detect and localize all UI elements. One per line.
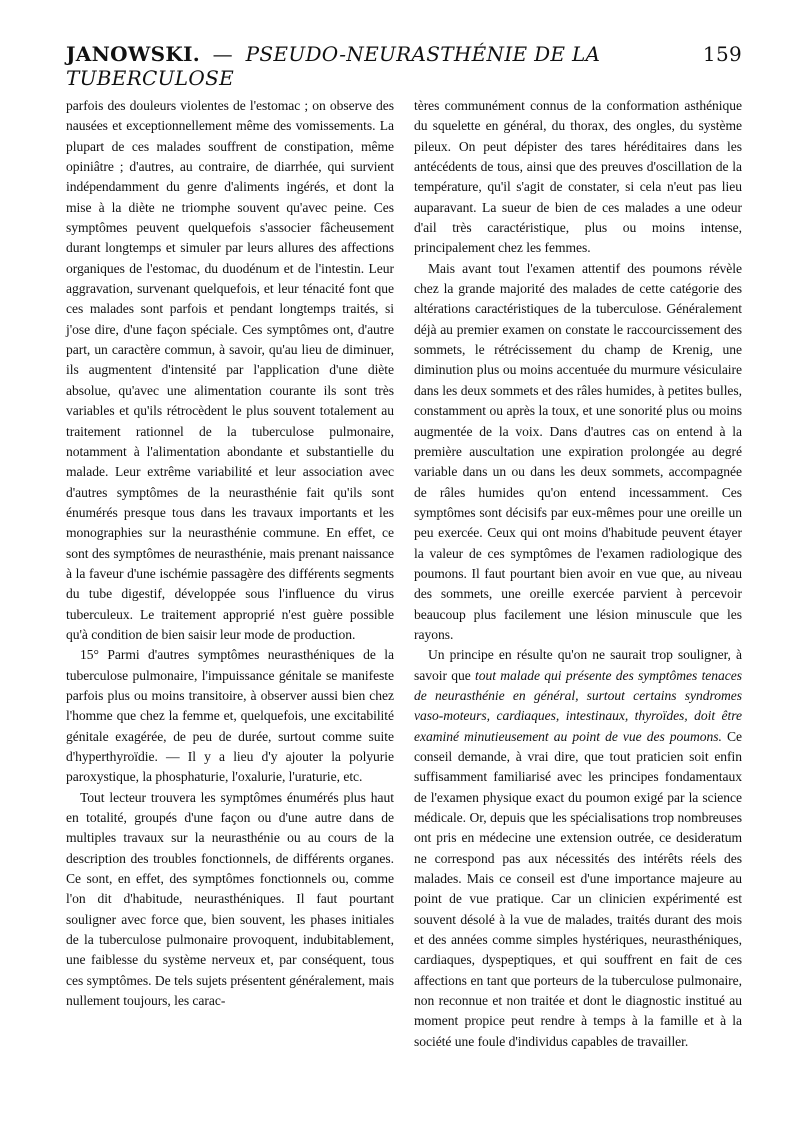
left-paragraph-2: 15° Parmi d'autres symptômes neurasthéniques de la tuberculose pulmonaire, l'impuissance génitale se manifeste parfois plus ou moins transitoire, à observer aussi bien chez l'homme que chez la femme et, quelquefois, une excitabilité génitale exagérée, de peu de durée, surtout comme suite d'hyperthyroïdie. — Il y a lieu d'y ajouter la polyurie paroxystique, la phosphaturie, l'oxalurie, l'uraturie, etc.: [66, 647, 394, 785]
body-columns: [66, 96, 742, 1052]
running-header: [66, 42, 742, 94]
header-title: PSEUDO-NEURASTHÉNIE DE LA TUBERCULOSE: [66, 42, 601, 90]
left-column: [66, 96, 394, 1052]
header-author: JANOWSKI.: [66, 42, 200, 66]
right-paragraph-1: tères communément connus de la conformation asthénique du squelette en général, du thorax, des ongles, du système pileux. On peut dépister des tares héréditaires dans les antécédents de tous, ainsi que des preuves d'oscillation de la température, qu'il s'agit de constater, si cela n'eut pas lieu auparavant. La sueur de bien de ces malades a une odeur d'ail très caractéristique, plus ou moins intense, principalement chez les femmes.: [414, 98, 742, 256]
header-separator: —: [212, 42, 233, 66]
header-left: [66, 42, 703, 90]
right-paragraph-3-emphasis: tout malade qui présente des symptômes tenaces de neurasthénie en général, surtout certains syndromes vaso-moteurs, cardiaques, intestinaux, thyroïdes, doit être examiné minutieusement au point de vue des poumons.: [414, 667, 742, 744]
right-paragraph-2: Mais avant tout l'examen attentif des poumons révèle chez la grande majorité des malades de cette catégorie des altérations caractéristiques de la tuberculose. Généralement déjà au premier examen on constate le raccourcissement des sommets, le rétrécissement du champ de Krenig, une diminution plus ou moins accentuée du murmure vésiculaire dans les deux sommets et des râles humides, à petites bulles, constamment ou après la toux, et une sonorité plus ou moins augmentée de la voix. Dans d'autres cas on entend à la première auscultation une expiration prolongée au degré variable dans un ou dans les deux sommets, accompagnée de râles humides qu'on entend incessamment. Ces symptômes sont décisifs par eux-mêmes pour une oreille un peu exercée. Ceux qui ont moins d'habitude peuvent étayer la valeur de ces symptômes de l'examen radiologique des poumons. Il faut pourtant bien avoir en vue que, au niveau des sommets, une oreille exercée parvient à percevoir beaucoup plus facilement une lésion minuscule que les rayons.: [414, 260, 742, 642]
page-number: 159: [702, 42, 742, 66]
left-paragraph-3: Tout lecteur trouvera les symptômes énumérés plus haut en totalité, groupés d'une façon ou d'une autre dans de multiples travaux sur la neurasthénie ou au cours de la description des troubles fonctionnels, de différents organes. Ce sont, en effet, des symptômes fonctionnels ou, comme l'on dit d'habitude, neurasthéniques. Il faut pourtant souligner avec force que, bien souvent, les phases initiales de la tuberculose pulmonaire provoquent, indubitablement, une faiblesse du système nerveux et, par conséquent, tous ces symptômes. De tels sujets présentent généralement, mais nullement toujours, les carac-: [66, 789, 394, 1009]
left-paragraph-1: parfois des douleurs violentes de l'estomac ; on observe des nausées et exceptionnellement même des vomissements. La plupart de ces malades souffrent de constipation, même opiniâtre ; d'autres, au contraire, de diarrhée, qui survient indépendamment du genre d'aliments ingérés, et dont la mise à la diète ne triomphe souvent qu'avec peine. Ces symptômes peuvent quelquefois s'associer fâcheusement durant longtemps et simuler par leurs allures des affections organiques de l'estomac, du duodénum et de l'intestin. Leur aggravation, survenant quelquefois, et leur ténacité font que ces malades sont parfois et pendant longtemps traités, si j'ose dire, d'une façon spéciale. Ces symptômes ont, d'autre part, un caractère commun, à savoir, qu'au lieu de diminuer, ils augmentent d'intensité par l'application d'une diète absolue, qu'avec une alimentation courante ils sont très variables et qu'ils rétrocèdent le plus souvent totalement au traitement rationnel de la tuberculose pulmonaire, notamment à l'alimentation abondante et substantielle du malade. Leur extrême variabilité et leur association avec d'autres symptômes de la neurasthénie fait qu'ils sont énumérés presque tous dans les travaux importants et les monographies sur la neurasthénie commune. En effet, ce sont des symptômes de neurasthénie, mais prenant naissance à la faveur d'une ischémie passagère des différents segments du tube digestif, développée sous l'influence du virus tuberculeux. Le traitement approprié n'est guère possible qu'à condition de bien saisir leur mode de production.: [66, 98, 394, 642]
right-column: [414, 96, 742, 1052]
right-paragraph-3-lead: Un principe en résulte qu'on ne saurait trop souligner, à savoir que: [414, 647, 742, 683]
right-paragraph-3: [414, 645, 742, 1052]
right-paragraph-3-rest: Ce conseil demande, à vrai dire, que tout praticien soit enfin suffisamment familiarisé avec les principes fondamentaux de l'examen physique exact du poumon exigé par la science médicale. Or, depuis que les spécialisations trop nombreuses ont pris en médecine une extension outrée, ce desideratum ne correspond pas aux nécessités des intérêts réels des malades. Mais ce conseil est d'une importance majeure au point de vue pratique. Car un clinicien expérimenté est souvent désolé à la vue de malades, traités durant des mois et des années comme simples hystériques, neurasthéniques, cardiaques, dyspeptiques, et qui souffrent en fait de ces affections en tant que porteurs de la tuberculose pulmonaire, non reconnue et non traitée et dont le diagnostic institué au moment propice peut rendre à temps à la famille et à la société une foule d'individus capables de travailler.: [414, 728, 742, 1049]
